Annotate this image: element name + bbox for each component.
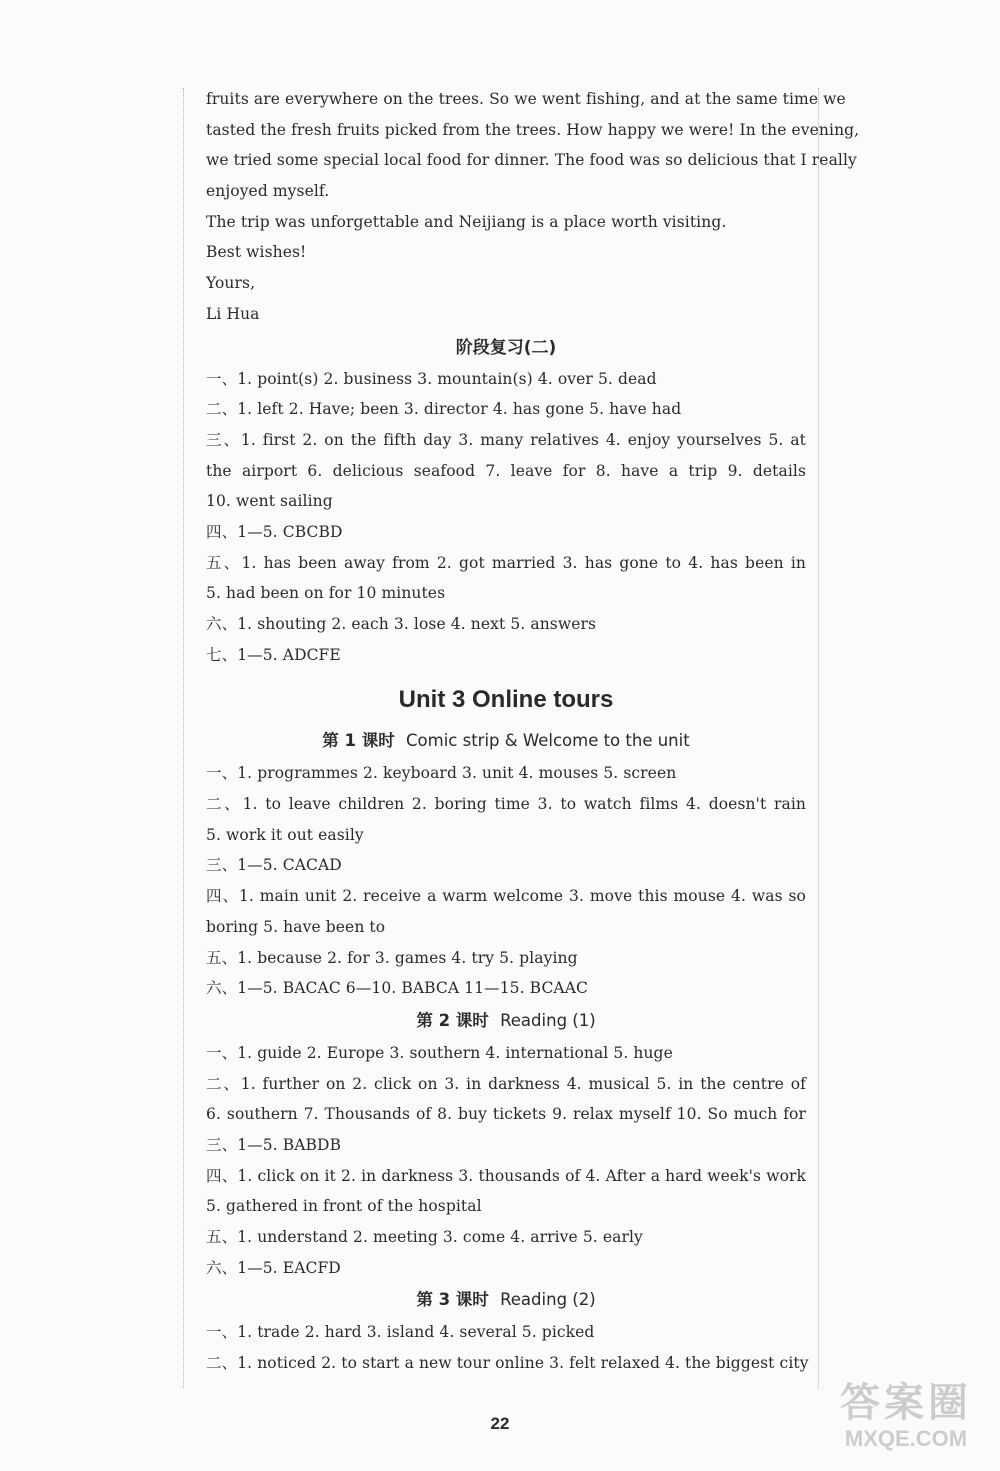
letter-line: Best wishes!	[206, 243, 307, 262]
answer-line: 一、1. guide 2. Europe 3. southern 4. international 5. huge	[206, 1043, 673, 1062]
answer-line: 10. went sailing	[206, 492, 333, 511]
lesson-1-heading	[206, 726, 806, 756]
answer-line: 三、1—5. BABDB	[206, 1135, 342, 1154]
lesson-2-answers	[206, 1038, 806, 1284]
answer-line: 二、1. left 2. Have; been 3. director 4. has gone 5. have had	[206, 400, 682, 419]
answer-line: 四、1—5. CBCBD	[206, 522, 343, 541]
lesson-number: 第 1 课时	[322, 731, 395, 751]
letter-line: Yours,	[206, 274, 256, 293]
left-margin-rule	[183, 88, 184, 1388]
watermark	[820, 1380, 992, 1466]
answer-line: 二、1. to leave children 2. boring time 3. to watch films 4. doesn't rain	[206, 795, 806, 814]
answer-line: 6. southern 7. Thousands of 8. buy tickets 9. relax myself 10. So much for	[206, 1105, 806, 1124]
answer-line: 六、1—5. BACAC 6—10. BABCA 11—15. BCAAC	[206, 979, 588, 998]
answer-line: 一、1. trade 2. hard 3. island 4. several 5. picked	[206, 1323, 595, 1342]
lesson-topic: Comic strip & Welcome to the unit	[406, 731, 690, 751]
answer-line: 二、1. noticed 2. to start a new tour online 3. felt relaxed 4. the biggest city	[206, 1354, 809, 1373]
answer-line: 六、1. shouting 2. each 3. lose 4. next 5. answers	[206, 615, 597, 633]
answer-line: 五、1. understand 2. meeting 3. come 4. arrive 5. early	[206, 1228, 643, 1246]
letter-line: we tried some special local food for dinner. The food was so delicious that I really	[206, 151, 857, 170]
answer-line: the airport 6. delicious seafood 7. leave for 8. have a trip 9. details	[206, 461, 806, 480]
answer-line: 一、1. point(s) 2. business 3. mountain(s) 4. over 5. dead	[206, 369, 657, 388]
answer-line: 三、1—5. CACAD	[206, 856, 342, 875]
review-answers	[206, 364, 806, 671]
lesson-topic: Reading (2)	[500, 1290, 596, 1310]
answer-line: 5. gathered in front of the hospital	[206, 1197, 482, 1216]
answer-line: 5. had been on for 10 minutes	[206, 584, 446, 603]
watermark-logo: 答案圈	[840, 1380, 972, 1426]
review-title: 阶段复习(二)	[455, 337, 557, 358]
letter-ending	[206, 84, 860, 330]
answer-line: 三、1. first 2. on the fifth day 3. many relatives 4. enjoy yourselves 5. at	[206, 430, 806, 449]
answer-line: 六、1—5. EACFD	[206, 1258, 341, 1277]
letter-line: fruits are everywhere on the trees. So we went fishing, and at the same time we	[206, 90, 846, 108]
answer-line: 七、1—5. ADCFE	[206, 645, 341, 664]
answer-line: 四、1. main unit 2. receive a warm welcome 3. move this mouse 4. was so	[206, 887, 806, 906]
lesson-3-heading	[206, 1285, 806, 1315]
page-content	[206, 84, 860, 1379]
page-number: 22	[490, 1414, 510, 1433]
letter-line: The trip was unforgettable and Neijiang is a place worth visiting.	[206, 212, 727, 231]
answer-line: 二、1. further on 2. click on 3. in darkness 4. musical 5. in the centre of	[206, 1074, 806, 1093]
lesson-number: 第 3 课时	[416, 1290, 489, 1310]
answer-line: 五、1. because 2. for 3. games 4. try 5. playing	[206, 948, 578, 967]
answer-line: 五、1. has been away from 2. got married 3. has gone to 4. has been in	[206, 553, 806, 572]
lesson-1-answers	[206, 758, 806, 1004]
lesson-3-answers	[206, 1317, 809, 1378]
letter-line: Li Hua	[206, 304, 260, 323]
letter-line: enjoyed myself.	[206, 182, 330, 201]
lesson-number: 第 2 课时	[416, 1010, 489, 1030]
lesson-topic: Reading (1)	[500, 1010, 596, 1030]
unit-title: Unit 3 Online tours	[398, 686, 614, 714]
answer-line: 四、1. click on it 2. in darkness 3. thousands of 4. After a hard week's work	[206, 1166, 806, 1185]
lesson-2-heading	[206, 1006, 806, 1036]
answer-line: 一、1. programmes 2. keyboard 3. unit 4. mouses 5. screen	[206, 764, 677, 783]
letter-line: tasted the fresh fruits picked from the trees. How happy we were! In the evening,	[206, 120, 860, 139]
answer-line: boring 5. have been to	[206, 917, 386, 936]
answer-line: 5. work it out easily	[206, 825, 364, 844]
right-margin-rule	[818, 88, 819, 1388]
watermark-url: MXQE.COM	[844, 1426, 968, 1451]
